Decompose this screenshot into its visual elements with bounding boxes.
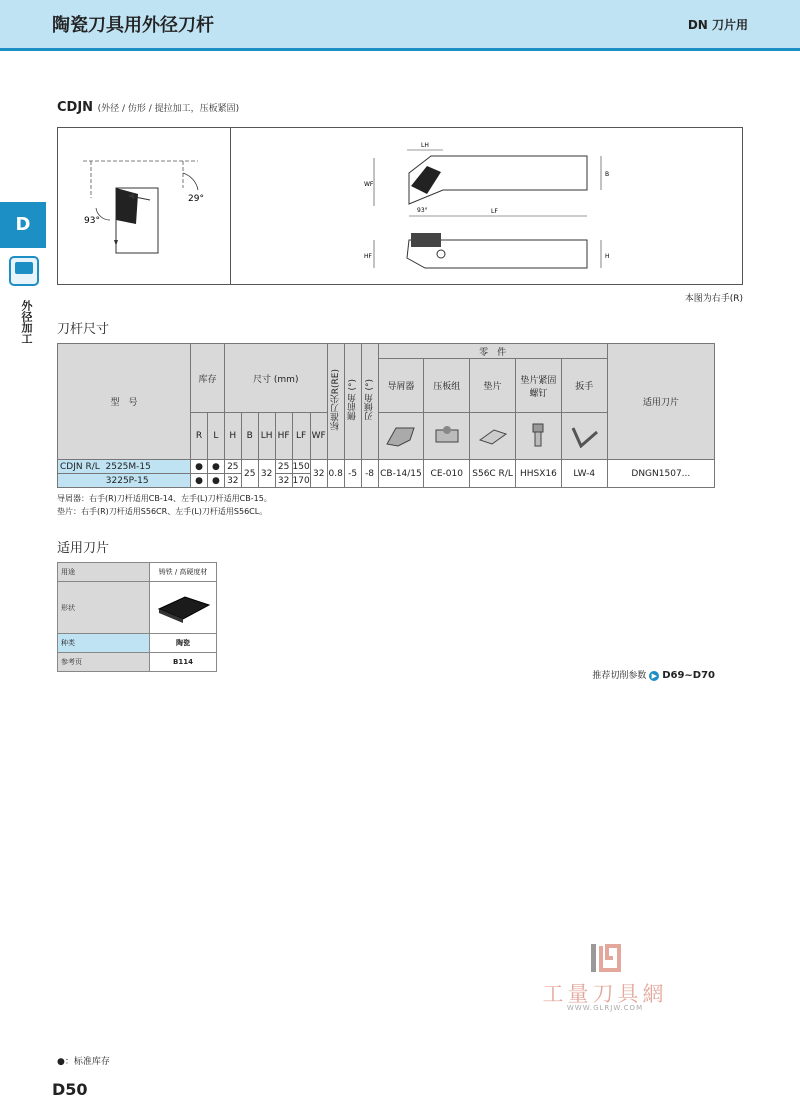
side-rake: -5 — [344, 460, 361, 488]
header-category: DN 刀片用 — [687, 18, 748, 32]
col-lf: LF — [292, 413, 310, 460]
col-b: B — [241, 413, 258, 460]
watermark-logo: 工量刀具網 WWW.GLRJW.COM — [540, 942, 670, 1014]
model-heading — [57, 100, 239, 115]
stock-r: ● — [191, 474, 208, 488]
dim-lh: 32 — [258, 460, 275, 488]
model-description: (外径 / 仿形 / 提拉加工，压板紧固) — [97, 104, 240, 114]
parts-header: 零 件 — [378, 344, 607, 359]
model-header: 型 号 — [58, 344, 191, 460]
dim-lf: 150 — [292, 461, 310, 472]
clamp-code: CE-010 — [424, 460, 470, 488]
side-rake-header: 侧前角 (°) — [348, 379, 359, 421]
insert-header: 适用刀片 — [607, 344, 714, 460]
dim-lh-label: LH — [421, 142, 429, 149]
dim-wf-label: WF — [364, 181, 374, 188]
inclination: -8 — [361, 460, 378, 488]
dim-lf: 170 — [292, 475, 310, 486]
shim-image — [470, 413, 516, 460]
screw-code: HHSX16 — [515, 460, 561, 488]
col-r: R — [191, 413, 208, 460]
corner-radius-header: 标准刀尖R(RE) — [331, 369, 342, 431]
part-screw-header: 垫片紧固螺钉 — [515, 359, 561, 413]
stock-legend: ●：标准库存 — [57, 1057, 110, 1067]
table-row-model: CDJN R/L 2525M-15 — [58, 460, 191, 474]
table-row-model: 3225P-15 — [58, 474, 191, 488]
dim-b-label: B — [605, 171, 610, 178]
page-header — [0, 0, 800, 51]
note-shim: 垫片：右手(R)刀杆适用S56CR、左手(L)刀杆适用S56CL。 — [57, 507, 268, 516]
screw-image — [515, 413, 561, 460]
holder-spec-table — [57, 343, 715, 488]
corner-radius: 0.8 — [327, 460, 344, 488]
holder-views-diagram — [231, 128, 743, 284]
col-l: L — [207, 413, 224, 460]
dim-h: 25 — [224, 460, 241, 474]
shape-label: 形状 — [58, 582, 150, 634]
col-h: H — [224, 413, 241, 460]
part-clamp-header: 压板组 — [424, 359, 470, 413]
stock-header: 库存 — [191, 344, 225, 413]
model-code: CDJN — [57, 100, 94, 115]
dim-h: 32 — [224, 474, 241, 488]
angle-93-label: 93° — [84, 216, 100, 226]
clamp-image — [424, 413, 470, 460]
chip-breaker-code: CB-14/15 — [378, 460, 424, 488]
chip-breaker-image — [378, 413, 424, 460]
part-shim-header: 垫片 — [470, 359, 516, 413]
col-hf: HF — [275, 413, 292, 460]
part-wrench-header: 扳手 — [561, 359, 607, 413]
insert-info-table — [57, 562, 217, 672]
dim-h-label: H — [605, 253, 610, 260]
dim-wf: 32 — [310, 460, 327, 488]
angle-29-label: 29° — [188, 194, 204, 204]
recommended-cutting-link[interactable]: 推荐切削参数 ▶ D69~D70 — [592, 670, 715, 681]
dim-hf: 32 — [275, 474, 292, 488]
insert-code: DNGN1507... — [607, 460, 714, 488]
dim-hf: 25 — [275, 460, 292, 474]
wrench-image — [561, 413, 607, 460]
stock-l: ● — [207, 460, 224, 474]
dim-hf-label: HF — [364, 253, 372, 260]
page-title: 陶瓷刀具用外径刀杆 — [52, 15, 214, 36]
part-chip-breaker-header: 导屑器 — [378, 359, 424, 413]
shim-code: S56C R/L — [470, 460, 516, 488]
technical-drawing — [57, 127, 743, 285]
holder-dimensions-title: 刀杆尺寸 — [57, 322, 110, 337]
dim-b: 25 — [241, 460, 258, 488]
section-tab-d[interactable]: D — [0, 202, 46, 248]
col-lh: LH — [258, 413, 275, 460]
top-view-diagram — [58, 128, 230, 284]
use-value: 铸铁 / 高硬度材 — [150, 563, 217, 582]
insert-shape-image — [150, 582, 217, 634]
angle-93-top-label: 93° — [417, 207, 428, 214]
side-section-label: 外径加工 — [20, 300, 33, 344]
kind-label: 种类 — [58, 634, 150, 653]
use-label: 用途 — [58, 563, 150, 582]
note-chip-breaker: 导屑器：右手(R)刀杆适用CB-14、左手(L)刀杆适用CB-15。 — [57, 494, 272, 503]
dim-lf-label: LF — [491, 208, 498, 215]
dimensions-header: 尺寸 (mm) — [224, 344, 327, 413]
wrench-code: LW-4 — [561, 460, 607, 488]
kind-value: 陶瓷 — [150, 634, 217, 653]
turning-tool-icon — [9, 256, 39, 286]
ref-page-label: 参考页 — [58, 653, 150, 672]
inclination-header: 刃倾角 (°) — [365, 379, 376, 421]
stock-r: ● — [191, 460, 208, 474]
arrow-circle-icon: ▶ — [649, 671, 659, 681]
col-wf: WF — [310, 413, 327, 460]
ref-page-link[interactable]: B114 — [150, 653, 217, 672]
stock-l: ● — [207, 474, 224, 488]
applicable-insert-title: 适用刀片 — [57, 541, 110, 556]
page-number: D50 — [52, 1080, 88, 1099]
drawing-note: 本图为右手(R) — [684, 294, 743, 304]
